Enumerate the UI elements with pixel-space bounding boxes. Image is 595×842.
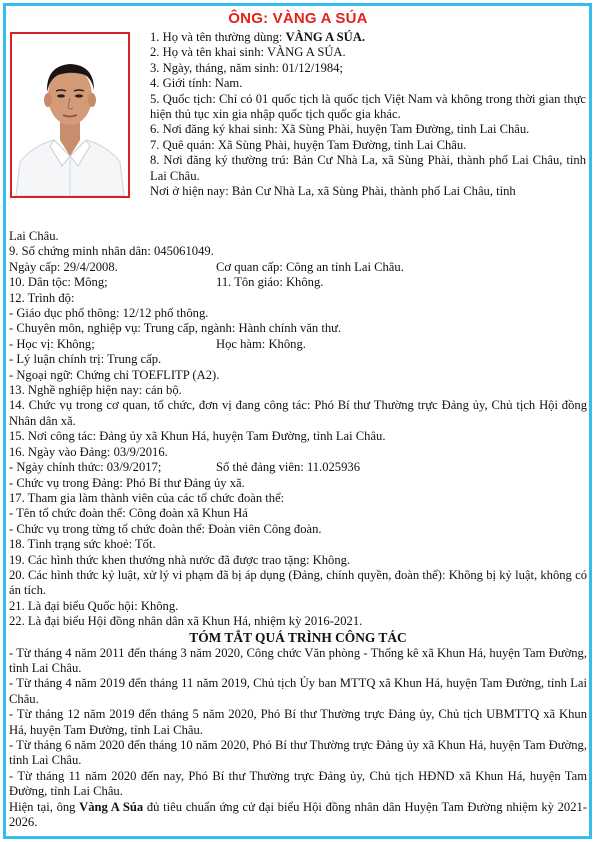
field-occupation: 13. Nghề nghiệp hiện nay: cán bộ. — [9, 383, 182, 398]
field-party-card: Số thẻ đảng viên: 11.025936 — [216, 460, 360, 475]
header-fields — [150, 30, 586, 199]
header-block — [9, 30, 587, 229]
portrait-photo — [10, 32, 130, 198]
field-professional: - Chuyên môn, nghiệp vụ: Trung cấp, ngành: Hành chính văn thư. — [9, 321, 342, 336]
field-id-number: 9. Số chứng minh nhân dân: 045061049. — [9, 244, 214, 259]
field-common-name — [150, 30, 586, 45]
residence-continuation: Lai Châu. — [9, 229, 59, 243]
field-national-assembly: 21. Là đại biểu Quốc hội: Không. — [9, 598, 179, 613]
party-official-row — [9, 460, 587, 475]
field-degree: - Học vị: Không; — [9, 336, 95, 351]
field-organizations: 17. Tham gia làm thành viên của các tổ chức đoàn thể: — [9, 490, 285, 505]
field-organization-name: - Tên tổ chức đoàn thể: Công đoàn xã Khun Há — [9, 506, 248, 521]
field-workplace: 15. Nơi công tác: Đảng ủy xã Khun Há, huyện Tam Đường, tỉnh Lai Châu. — [9, 429, 386, 444]
id-issue-row — [9, 260, 587, 275]
closing-statement — [9, 800, 587, 831]
work-history-item: - Từ tháng 11 năm 2020 đến nay, Phó Bí thư Thường trực Đảng ủy, Chủ tịch HĐND xã Khun Há, huyện Tam Đường, tỉnh Lai Châu. — [9, 768, 587, 799]
field-religion: 11. Tôn giáo: Không. — [216, 275, 324, 290]
main-fields — [9, 229, 587, 630]
field-discipline: 20. Các hình thức kỷ luật, xử lý vi phạm đã bị áp dụng (Đảng, chính quyền, đoàn thể): Không bị kỷ luật, không có án tích. — [9, 567, 587, 598]
field-current-residence: Nơi ở hiện nay: Bản Cư Nhà La, xã Sùng Phài, thành phố Lai Châu, tỉnh — [150, 184, 516, 199]
field-party-position: - Chức vụ trong Đảng: Phó Bí thư Đảng ủy xã. — [9, 475, 245, 490]
ethnicity-religion-row — [9, 275, 587, 290]
work-history-item: - Từ tháng 4 năm 2019 đến tháng 11 năm 2019, Chủ tịch Ủy ban MTTQ xã Khun Há, huyện Tam Đường, tỉnh Lai Châu. — [9, 676, 587, 706]
portrait-image — [12, 34, 128, 196]
field-permanent-residence: 8. Nơi đăng ký thường trú: Bản Cư Nhà La, xã Sùng Phài, thành phố Lai Châu, tỉnh Lai Châu. — [150, 153, 586, 183]
work-history — [9, 646, 587, 831]
field-organization-role: - Chức vụ trong từng tổ chức đoàn thể: Đoàn viên Công đoàn. — [9, 521, 322, 536]
field-ethnicity: 10. Dân tộc: Mông; — [9, 275, 108, 290]
id-issue-date: Ngày cấp: 29/4/2008. — [9, 259, 118, 274]
field-birth-name: 2. Họ và tên khai sinh: VÀNG A SÚA. — [150, 45, 346, 60]
id-issue-agency: Cơ quan cấp: Công an tỉnh Lai Châu. — [216, 259, 404, 274]
field-official-date: - Ngày chính thức: 03/9/2017; — [9, 460, 162, 475]
field-foreign-language: - Ngoại ngữ: Chứng chỉ TOEFLITP (A2). — [9, 367, 220, 382]
field-awards: 19. Các hình thức khen thưởng nhà nước đã được trao tặng: Không. — [9, 552, 351, 567]
summary-heading: TÓM TẮT QUÁ TRÌNH CÔNG TÁC — [189, 629, 407, 645]
work-history-item: - Từ tháng 4 năm 2011 đến tháng 3 năm 2020, Công chức Văn phòng - Thống kê xã Khun Há, huyện Tam Đường, tỉnh Lai Châu. — [9, 645, 587, 675]
work-history-item: - Từ tháng 12 năm 2019 đến tháng 5 năm 2020, Phó Bí thư Thường trực Đảng ủy, Chủ tịch UBMTTQ xã Khun Há, huyện Tam Đường, tỉnh Lai Châu. — [9, 707, 587, 737]
field-gender: 4. Giới tính: Nam. — [150, 76, 243, 91]
field-political-theory: - Lý luận chính trị: Trung cấp. — [9, 352, 162, 367]
field-education-heading: 12. Trình độ: — [9, 290, 75, 305]
field-value: VÀNG A SÚA. — [285, 30, 365, 44]
field-nationality: 5. Quốc tịch: Chỉ có 01 quốc tịch là quốc tịch Việt Nam và không trong thời gian thực hiện thủ tục xin gia nhập quốc tịch quốc gia khác. — [150, 91, 586, 122]
closing-text: đủ tiêu chuẩn ứng cử đại biểu Hội đồng nhân dân Huyện Tam Đường nhiệm kỳ 2021-2026. — [9, 799, 588, 830]
field-general-education: - Giáo dục phổ thông: 12/12 phổ thông. — [9, 306, 209, 321]
field-label: 1. Họ và tên thường dùng: — [150, 30, 286, 44]
field-health: 18. Tình trạng sức khoẻ: Tốt. — [9, 537, 156, 552]
candidate-name: Vàng A Súa — [79, 799, 144, 814]
field-council-member: 22. Là đại biểu Hội đồng nhân dân xã Khun Há, nhiệm kỳ 2016-2021. — [9, 614, 363, 629]
field-position: 14. Chức vụ trong cơ quan, tổ chức, đơn vị đang công tác: Phó Bí thư Thường trực Đảng ủy, Chủ tịch Hội đồng Nhân dân xã. — [9, 398, 587, 428]
field-party-join-date: 16. Ngày vào Đảng: 03/9/2016. — [9, 444, 168, 459]
degree-row — [9, 337, 587, 352]
field-hometown: 7. Quê quán: Xã Sùng Phài, huyện Tam Đường, tỉnh Lai Châu. — [150, 137, 467, 152]
field-academic-title: Học hàm: Không. — [216, 336, 306, 351]
work-history-item: - Từ tháng 6 năm 2020 đến tháng 10 năm 2020, Phó Bí thư Thường trực Đảng ủy xã Khun Há, huyện Tam Đường, tỉnh Lai Châu. — [9, 738, 587, 768]
closing-text: Hiện tại, ông — [9, 799, 80, 814]
document — [9, 10, 587, 830]
field-birth-registration: 6. Nơi đăng ký khai sinh: Xã Sùng Phài, huyện Tam Đường, tỉnh Lai Châu. — [150, 122, 530, 137]
field-birth-date: 3. Ngày, tháng, năm sinh: 01/12/1984; — [150, 60, 343, 75]
page-title: ÔNG: VÀNG A SÚA — [228, 10, 368, 27]
